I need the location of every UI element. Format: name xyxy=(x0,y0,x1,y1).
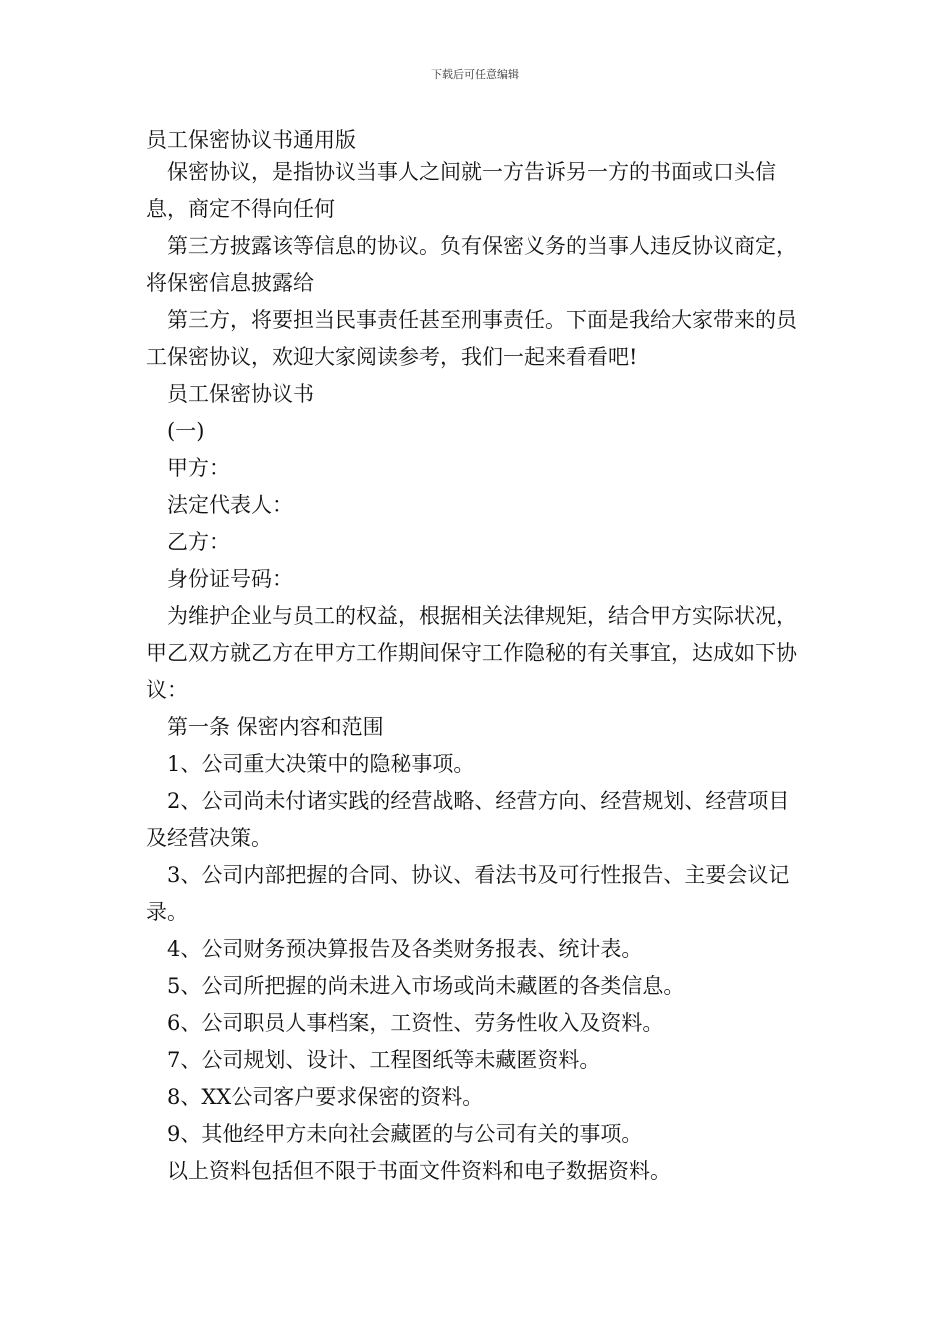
section-heading: 员工保密协议书 xyxy=(167,382,314,406)
document-body xyxy=(146,154,806,1190)
section-number: (一) xyxy=(167,419,205,443)
list-item: 7、公司规划、设计、工程图纸等未藏匿资料。 xyxy=(167,1048,601,1072)
paragraph-intro-1: 保密协议，是指协议当事人之间就一方告诉另一方的书面或口头信息，商定不得向任何 xyxy=(146,160,776,221)
document-title: 员工保密协议书通用版 xyxy=(146,128,356,152)
page-header: 下载后可任意编辑 xyxy=(431,68,519,81)
list-item: 8、XX公司客户要求保密的资料。 xyxy=(167,1085,484,1109)
party-a-label: 甲方： xyxy=(167,456,230,480)
paragraph-intro-2: 第三方披露该等信息的协议。负有保密义务的当事人违反协议商定，将保密信息披露给 xyxy=(146,234,797,295)
article-heading: 第一条 保密内容和范围 xyxy=(167,715,384,739)
list-item: 2、公司尚未付诸实践的经营战略、经营方向、经营规划、经营项目及经营决策。 xyxy=(146,789,790,850)
id-number-label: 身份证号码： xyxy=(167,567,293,591)
list-item: 4、公司财务预决算报告及各类财务报表、统计表。 xyxy=(167,937,643,961)
list-item: 3、公司内部把握的合同、协议、看法书及可行性报告、主要会议记录。 xyxy=(146,863,790,924)
legal-representative-label: 法定代表人： xyxy=(167,493,293,517)
closing-paragraph: 以上资料包括但不限于书面文件资料和电子数据资料。 xyxy=(167,1159,671,1183)
paragraph-intro-3: 第三方，将要担当民事责任甚至刑事责任。下面是我给大家带来的员工保密协议，欢迎大家阅读参考，我们一起来看看吧! xyxy=(146,308,797,369)
list-item: 6、公司职员人事档案，工资性、劳务性收入及资料。 xyxy=(167,1011,664,1035)
agreement-preamble: 为维护企业与员工的权益，根据相关法律规矩，结合甲方实际状况，甲乙双方就乙方在甲方工作期间保守工作隐秘的有关事宜，达成如下协议： xyxy=(146,604,797,702)
list-item: 1、公司重大决策中的隐秘事项。 xyxy=(167,752,475,776)
list-item: 9、其他经甲方未向社会藏匿的与公司有关的事项。 xyxy=(167,1122,643,1146)
list-item: 5、公司所把握的尚未进入市场或尚未藏匿的各类信息。 xyxy=(167,974,685,998)
party-b-label: 乙方： xyxy=(167,530,230,554)
